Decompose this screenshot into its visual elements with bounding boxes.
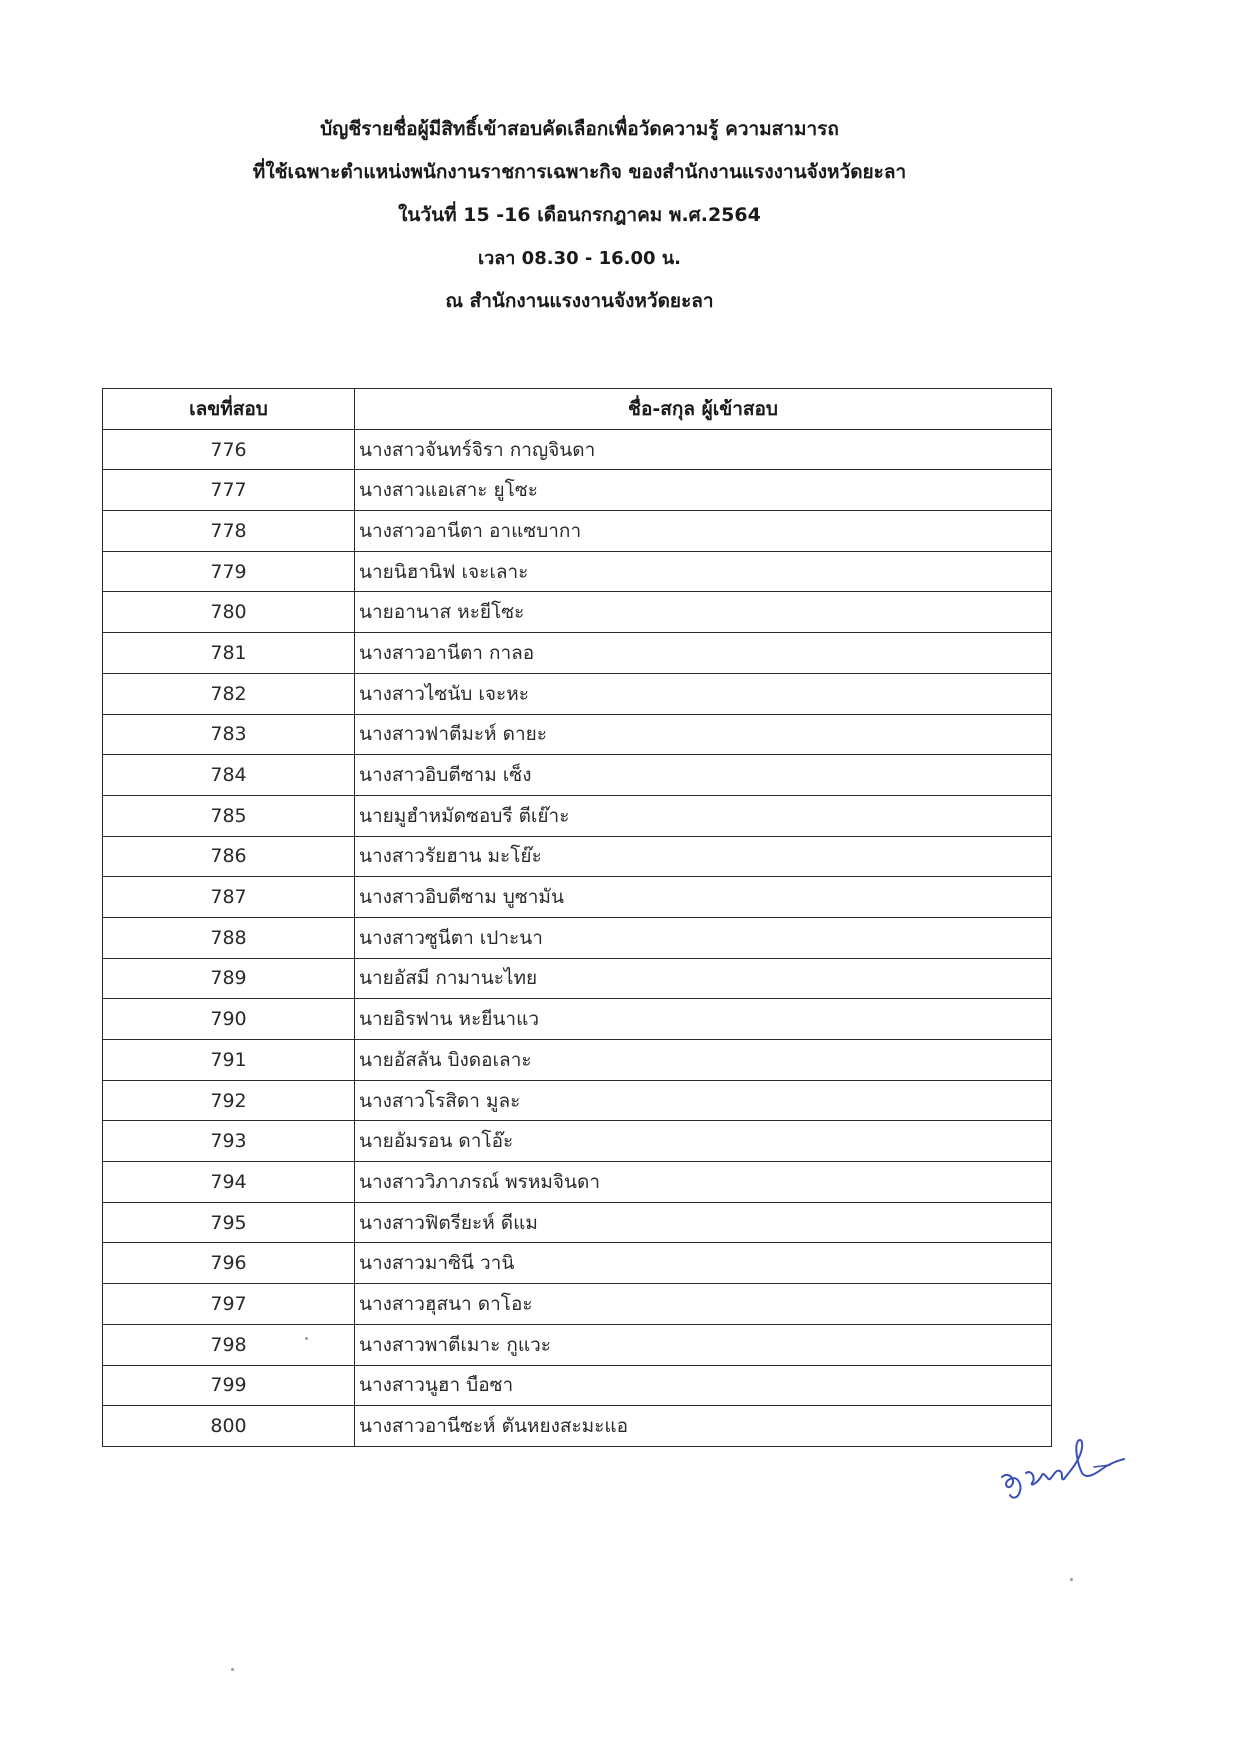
- candidate-name-cell: นายอิรฟาน หะยีนาแว: [355, 999, 1052, 1040]
- exam-number-cell: 777: [103, 470, 355, 511]
- table-row: [103, 633, 1052, 674]
- table-row: [103, 592, 1052, 633]
- exam-number-cell: 793: [103, 1121, 355, 1162]
- exam-number-cell: 778: [103, 511, 355, 552]
- exam-number-cell: 795: [103, 1202, 355, 1243]
- exam-date: ในวันที่ 15 -16 เดือนกรกฎาคม พ.ศ.2564: [398, 204, 761, 226]
- candidate-name-cell: นางสาวฟาตีมะห์ ดายะ: [355, 714, 1052, 755]
- candidate-name-cell: นายนิฮานิฟ เจะเลาะ: [355, 551, 1052, 592]
- exam-number-cell: 799: [103, 1365, 355, 1406]
- table-row: [103, 673, 1052, 714]
- exam-time: เวลา 08.30 - 16.00 น.: [478, 248, 681, 269]
- table-row: [103, 836, 1052, 877]
- exam-number-cell: 788: [103, 917, 355, 958]
- handwritten-signature: [998, 1425, 1128, 1505]
- table-row: [103, 917, 1052, 958]
- table-row: [103, 1284, 1052, 1325]
- table-row: [103, 1162, 1052, 1203]
- candidate-name-cell: นายอัสลัน บิงดอเลาะ: [355, 1040, 1052, 1081]
- exam-number-cell: 791: [103, 1040, 355, 1081]
- candidate-name-cell: นางสาวรัยฮาน มะโย๊ะ: [355, 836, 1052, 877]
- candidate-name-cell: นายอัสมี กามานะไทย: [355, 958, 1052, 999]
- exam-number-cell: 779: [103, 551, 355, 592]
- candidate-name-cell: นางสาวโรสิดา มูละ: [355, 1080, 1052, 1121]
- table-row: [103, 1040, 1052, 1081]
- table-row: [103, 1324, 1052, 1365]
- table-row: [103, 755, 1052, 796]
- exam-number-cell: 789: [103, 958, 355, 999]
- candidate-name-cell: นางสาวอานีซะห์ ตันหยงสะมะแอ: [355, 1406, 1052, 1447]
- table-row: [103, 1406, 1052, 1447]
- table-row: [103, 470, 1052, 511]
- table-row: [103, 511, 1052, 552]
- exam-number-cell: 798: [103, 1324, 355, 1365]
- column-header-candidate-name: ชื่อ-สกุล ผู้เข้าสอบ: [355, 389, 1052, 430]
- candidate-name-cell: นางสาวฮุสนา ดาโอะ: [355, 1284, 1052, 1325]
- candidate-table: [102, 388, 1052, 1447]
- scan-speck: [305, 1337, 308, 1340]
- candidate-name-cell: นายมูฮำหมัดซอบรี ตีเย๊าะ: [355, 795, 1052, 836]
- exam-number-cell: 780: [103, 592, 355, 633]
- scan-speck: [231, 1668, 234, 1671]
- table-row: [103, 958, 1052, 999]
- scan-speck: [1070, 1578, 1073, 1581]
- candidate-name-cell: นางสาวอิบตีซาม บูซามัน: [355, 877, 1052, 918]
- candidate-name-cell: นางสาวฟิตรียะห์ ดีแม: [355, 1202, 1052, 1243]
- exam-number-cell: 796: [103, 1243, 355, 1284]
- exam-number-cell: 784: [103, 755, 355, 796]
- table-row: [103, 877, 1052, 918]
- exam-number-cell: 794: [103, 1162, 355, 1203]
- exam-number-cell: 781: [103, 633, 355, 674]
- candidate-name-cell: นางสาวอานีตา กาลอ: [355, 633, 1052, 674]
- candidate-name-cell: นางสาวอานีตา อาแซบากา: [355, 511, 1052, 552]
- table-row: [103, 1243, 1052, 1284]
- column-header-exam-number: เลขที่สอบ: [103, 389, 355, 430]
- table-row: [103, 429, 1052, 470]
- document-title: บัญชีรายชื่อผู้มีสิทธิ์เข้าสอบคัดเลือกเพื่อวัดความรู้ ความสามารถ: [320, 118, 839, 140]
- exam-number-cell: 783: [103, 714, 355, 755]
- exam-number-cell: 786: [103, 836, 355, 877]
- exam-number-cell: 800: [103, 1406, 355, 1447]
- candidate-name-cell: นางสาวนูฮา บือซา: [355, 1365, 1052, 1406]
- candidate-name-cell: นางสาวพาตีเมาะ กูแวะ: [355, 1324, 1052, 1365]
- document-header: [0, 108, 1159, 323]
- table-row: [103, 1121, 1052, 1162]
- candidate-name-cell: นางสาวอิบตีซาม เซ็ง: [355, 755, 1052, 796]
- table-row: [103, 551, 1052, 592]
- table-body: [103, 429, 1052, 1446]
- candidate-name-cell: นายอานาส หะยีโซะ: [355, 592, 1052, 633]
- exam-number-cell: 782: [103, 673, 355, 714]
- table-row: [103, 795, 1052, 836]
- candidate-name-cell: นางสาวแอเสาะ ยูโซะ: [355, 470, 1052, 511]
- exam-number-cell: 776: [103, 429, 355, 470]
- candidate-name-cell: นางสาวซูนีตา เปาะนา: [355, 917, 1052, 958]
- document-subtitle: ที่ใช้เฉพาะตำแหน่งพนักงานราชการเฉพาะกิจ ของสำนักงานแรงงานจังหวัดยะลา: [252, 161, 907, 183]
- candidate-name-cell: นายอัมรอน ดาโอ๊ะ: [355, 1121, 1052, 1162]
- table-row: [103, 1202, 1052, 1243]
- exam-venue: ณ สำนักงานแรงงานจังหวัดยะลา: [445, 290, 714, 312]
- candidate-name-cell: นางสาวไซนับ เจะหะ: [355, 673, 1052, 714]
- exam-number-cell: 797: [103, 1284, 355, 1325]
- table-row: [103, 999, 1052, 1040]
- exam-number-cell: 785: [103, 795, 355, 836]
- exam-number-cell: 790: [103, 999, 355, 1040]
- exam-number-cell: 792: [103, 1080, 355, 1121]
- exam-number-cell: 787: [103, 877, 355, 918]
- candidate-name-cell: นางสาววิภาภรณ์ พรหมจินดา: [355, 1162, 1052, 1203]
- candidate-name-cell: นางสาวมาซินี วานิ: [355, 1243, 1052, 1284]
- table-row: [103, 714, 1052, 755]
- table-row: [103, 1080, 1052, 1121]
- candidate-name-cell: นางสาวจันทร์จิรา กาญจินดา: [355, 429, 1052, 470]
- table-row: [103, 1365, 1052, 1406]
- table-header-row: [103, 389, 1052, 430]
